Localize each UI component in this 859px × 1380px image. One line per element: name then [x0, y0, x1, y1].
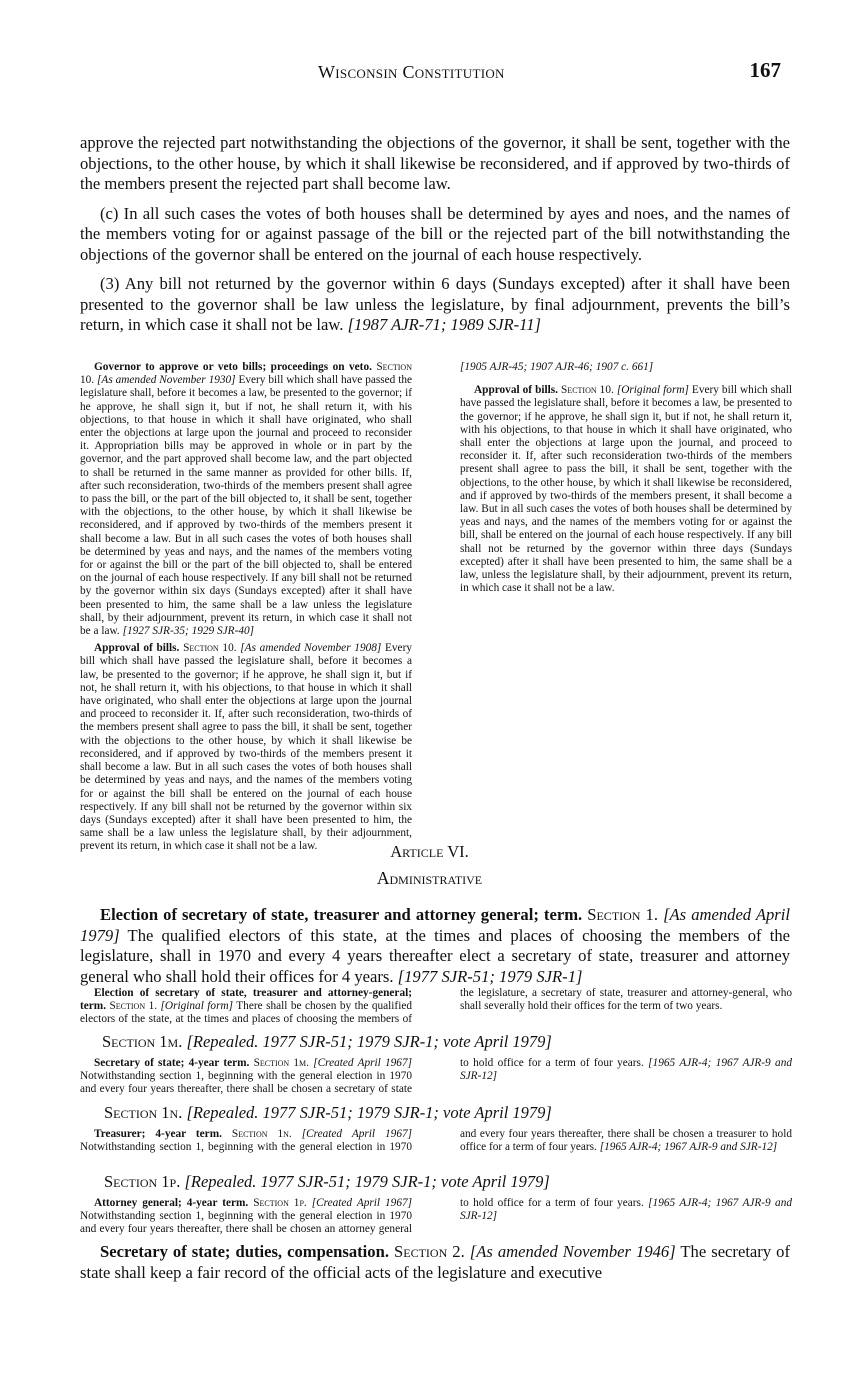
- note-section: Section 10.: [80, 361, 412, 387]
- note-two-column: [80, 1128, 792, 1154]
- note-two-column: [80, 987, 792, 1027]
- note-heading: Governor to approve or veto bills; proceedings on veto.: [94, 361, 372, 373]
- history-note: [80, 1128, 792, 1154]
- note-heading: Approval of bills.: [474, 384, 558, 397]
- history-note-1908: [80, 642, 412, 853]
- history-note: [80, 987, 792, 1027]
- section-body: The qualified electors of this state, at the times and places of choosing the members of the legislature, shall in 1970 and every 4 years thereafter elect a secretary of state, treasurer and attorney general who shall hold their offices for 4 years.: [80, 925, 790, 986]
- section-citation: [1977 SJR-51; 1979 SJR-1]: [397, 966, 583, 986]
- section-1m-repealed: [102, 1032, 552, 1052]
- note-heading: Attorney general; 4-year term.: [94, 1197, 249, 1209]
- section-1p-repealed: [104, 1172, 550, 1192]
- history-note-original: [460, 384, 792, 595]
- note-two-column: [80, 1197, 792, 1237]
- section-number: Section 1m.: [102, 1032, 183, 1051]
- section-1-text: [80, 905, 790, 987]
- constitution-text-top: [80, 133, 790, 336]
- notes-right-column: [460, 361, 792, 854]
- note-amendment: [Created April 1967]: [301, 1128, 413, 1140]
- section-number: Section 1p.: [104, 1172, 181, 1191]
- note-heading: Approval of bills.: [94, 642, 180, 655]
- article-heading: [0, 842, 859, 889]
- note-section: Section 10.: [561, 384, 614, 397]
- history-note-section-1n: [80, 1128, 792, 1154]
- note-amendment: [As amended November 1908]: [240, 642, 382, 655]
- article-number: Article VI.: [390, 842, 469, 861]
- note-amendment: [As amended November 1930]: [97, 374, 236, 387]
- history-note-1908-continued: [460, 361, 792, 374]
- history-note: [80, 1197, 792, 1237]
- note-heading: Election of secretary of state, treasurer and attorney-general; term.: [80, 987, 412, 1013]
- note-section: Section 1m.: [253, 1057, 309, 1069]
- note-amendment: [Created April 1967]: [311, 1197, 413, 1209]
- section-heading: Secretary of state; duties, compensation.: [100, 1242, 389, 1261]
- repeal-note: [Repealed. 1977 SJR-51; 1979 SJR-1; vote April 1979]: [186, 1103, 552, 1122]
- section-body: The secretary of state shall keep a fair record of the official acts of the legislature and executive: [80, 1242, 790, 1282]
- note-two-column: [80, 1057, 792, 1097]
- note-citation: [1965 AJR-4; 1967 AJR-9 and SJR-12]: [460, 1197, 792, 1223]
- note-section: Section 10.: [183, 642, 237, 655]
- running-title: Wisconsin Constitution: [318, 62, 505, 82]
- note-body: Every bill which shall have passed the legislature shall, before it becomes a law, be presented to the governor; if he approve, he shall sign it, but if not, he shall return it, with his objections, to that house in which it shall have originated, who shall enter the objections at large upon the journal and proceed to reconsider it. If, after such reconsideration, two-thirds of the members present shall agree to pass the bill, it shall be sent, together with the objections to the other house, by which it shall likewise be reconsidered, and if approved by two-thirds of the members present it shall become a law. But in all such cases the votes of both houses shall be determined by yeas and nays, and the names of the members voting for or against the bill shall be entered on the journal of each house respectively. If any bill shall not be returned by the governor within six days (Sundays excepted) after it shall have been presented to him, the same shall be a law unless the legislature shall, by their adjournment, prevent its return, in which case it shall not be a law.: [80, 642, 412, 853]
- note-amendment: [Original form]: [616, 384, 689, 397]
- note-section: Section 1p.: [253, 1197, 307, 1209]
- history-note-1930: [80, 361, 412, 638]
- paragraph-continuation: approve the rejected part notwithstanding the objections of the governor, it shall be sent, together with the objections, to the other house, by which it shall likewise be reconsidered, and if approved by two-thirds of the members present the rejected part shall become law.: [80, 133, 790, 193]
- section-number: Section 2.: [394, 1242, 465, 1261]
- note-body: Notwithstanding section 1, beginning with the general election in 1970 and every four years thereafter, there shall be chosen a secretary of state to hold office for a term of four years.: [80, 1057, 644, 1096]
- section-2-paragraph: [80, 1242, 790, 1283]
- paragraph-c: (c) In all such cases the votes of both houses shall be determined by ayes and noes, and the names of the members voting for or against passage of the bill or the rejected part of the bill notwithstanding the objections of the governor shall be entered on the journal of each house respectively.: [80, 203, 790, 264]
- note-section: Section 1n.: [231, 1128, 292, 1140]
- section-1-paragraph: [80, 905, 790, 987]
- note-body: Notwithstanding section 1, beginning with the general election in 1970 and every four years thereafter, there shall be chosen a treasurer to hold office for a term of four years.: [80, 1128, 792, 1154]
- paragraph-3-citation: [1987 AJR-71; 1989 SJR-11]: [347, 315, 541, 334]
- note-section: Section 1.: [109, 1000, 158, 1013]
- section-1n-repealed: [104, 1103, 552, 1123]
- note-body: Every bill which shall have passed the legislature shall, before it becomes a law, be presented to the governor; if he approve, he shall sign it, but if not, he shall return it, with his objections, to that house in which it shall have originated, who shall enter the objections at large upon the journal and proceed to reconsider it. Appropriation bills may be approved in whole or in part by the governor, and the part approved shall become law, and the part objected to shall be returned in the same manner as provided for other bills. If, after such reconsideration, two-thirds of the members present shall agree to pass the bill, or the part of the bill objected to, it shall be sent, together with the objections, to the other house, by which it shall likewise be reconsidered, and if approved by two-thirds of the members present it shall become a law. But in all such cases the votes of both houses shall be determined by yeas and nays, and the names of the members voting for or against the bill or the part of the bill objected to, shall be entered on the journal of each house respectively. If any bill shall not be returned by the governor within six days (Sundays excepted) after it shall have been presented to him, the same shall be a law unless the legislature shall, by their adjournment, prevent its return, in which case it shall not be a law.: [80, 374, 413, 638]
- page-number: 167: [749, 58, 781, 82]
- note-citation: [1965 AJR-4; 1967 AJR-9 and SJR-12]: [460, 1057, 792, 1083]
- notes-left-column: [80, 361, 412, 854]
- note-amendment: [Created April 1967]: [313, 1057, 412, 1069]
- section-heading: Election of secretary of state, treasurer and attorney general; term.: [100, 905, 583, 924]
- page-header: [0, 58, 859, 88]
- history-note-section-1p: [80, 1197, 792, 1237]
- history-notes-section-10: [80, 361, 792, 854]
- history-note-section-1m: [80, 1057, 792, 1097]
- repeal-note: [Repealed. 1977 SJR-51; 1979 SJR-1; vote April 1979]: [184, 1172, 550, 1191]
- section-number: Section 1.: [587, 905, 658, 924]
- section-amendment: [As amended April 1979]: [80, 905, 790, 945]
- section-number: Section 1n.: [104, 1103, 183, 1122]
- section-amendment: [As amended November 1946]: [469, 1242, 676, 1261]
- note-citation: [1905 AJR-45; 1907 AJR-46; 1907 c. 661]: [460, 361, 654, 373]
- note-heading: Secretary of state; 4-year term.: [94, 1057, 250, 1069]
- note-citation: [1965 AJR-4; 1967 AJR-9 and SJR-12]: [599, 1141, 778, 1154]
- note-body: Every bill which shall have passed the legislature shall, before it becomes a law, be presented to the governor; if he approve, he shall sign it, but if not, he shall return it, with his objections, to that house in which it shall have originated, who shall enter the objections at large upon the journal, and proceed to reconsider it. If, after such reconsideration two-thirds of the members present shall agree to pass the bill, it shall be sent, together with the objections, to the other house, by which it shall likewise be reconsidered, and if approved by two-thirds of the members present, it shall become a law. But in all such cases the votes of both houses shall be determined by yeas and nays, and the names of the members voting for or against the bill, shall be entered on the journal of each house respectively. If any bill shall not be returned by the governor within three days (Sundays excepted) after it shall have been presented to him, the same shall be a law, unless the legislature shall, by their adjournment, prevent its return, in which case it shall not be a law.: [460, 384, 792, 595]
- note-body: There shall be chosen by the qualified electors of the state, at the times and places of choosing the members of the legislature, a secretary of state, treasurer and attorney-general, who shall severally hold their offices for the term of two years.: [80, 987, 792, 1026]
- note-citation: [1927 SJR-35; 1929 SJR-40]: [122, 625, 255, 638]
- paragraph-3: [80, 274, 790, 336]
- paragraph-3-text: (3) Any bill not returned by the governor within 6 days (Sundays excepted) after it shall have been presented to the governor shall be law unless the legislature, by final adjournment, prevents the bill’s return, in which case it shall not be law.: [80, 274, 790, 334]
- note-amendment: [Original form]: [160, 1000, 234, 1013]
- repeal-note: [Repealed. 1977 SJR-51; 1979 SJR-1; vote April 1979]: [186, 1032, 552, 1051]
- history-note: [80, 1057, 792, 1097]
- note-body: Notwithstanding section 1, beginning with the general election in 1970 and every four years thereafter, there shall be chosen an attorney general to hold office for a term of four years.: [80, 1197, 644, 1236]
- section-2-text: [80, 1242, 790, 1283]
- article-title: Administrative: [376, 868, 483, 888]
- note-heading: Treasurer; 4-year term.: [94, 1128, 222, 1140]
- history-note-section-1: [80, 987, 792, 1027]
